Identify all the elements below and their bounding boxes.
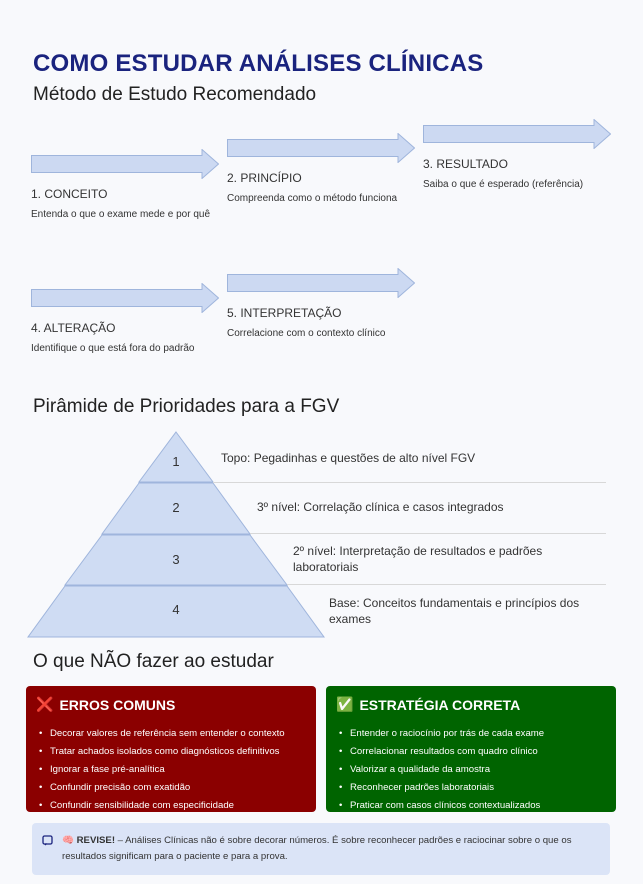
brain-icon: 🧠 xyxy=(62,835,74,846)
step-title: 4. ALTERAÇÃO xyxy=(31,321,116,335)
list-item: • Confundir precisão com exatidão xyxy=(36,779,306,797)
list-item: • Reconhecer padrões laboratoriais xyxy=(336,779,606,797)
note-icon xyxy=(42,835,53,846)
pyramid-section-title: Pirâmide de Prioridades para a FGV xyxy=(33,396,340,417)
revise-note xyxy=(32,823,610,875)
step-title: 5. INTERPRETAÇÃO xyxy=(227,306,342,320)
pyramid-divider xyxy=(250,533,606,534)
list-item: • Tratar achados isolados como diagnósticos definitivos xyxy=(36,743,306,761)
check-icon: ✅ xyxy=(336,696,354,712)
pyramid-level-number: 4 xyxy=(172,602,180,617)
common-errors-list xyxy=(36,725,306,815)
pyramid-divider xyxy=(213,482,606,483)
list-item: • Confundir sensibilidade com especificidade xyxy=(36,797,306,815)
list-item: • Correlacionar resultados com quadro clínico xyxy=(336,743,606,761)
pyramid-divider xyxy=(287,584,606,585)
cross-icon: ❌ xyxy=(36,696,54,712)
pyramid-level-number: 3 xyxy=(172,552,180,567)
step-description: Entenda o que o exame mede e por quê xyxy=(31,209,211,220)
list-item: • Entender o raciocínio por trás de cada exame xyxy=(336,725,606,743)
note-text: – Análises Clínicas não é sobre decorar números. É sobre reconhecer padrões e raciocinar sobre o que os resultados significam para o paciente e para a prova. xyxy=(62,835,572,862)
pyramid-level-number: 1 xyxy=(172,454,180,469)
pyramid-level-text: Topo: Pegadinhas e questões de alto nível FGV xyxy=(221,451,476,465)
method-section-title: Método de Estudo Recomendado xyxy=(33,84,317,105)
step-title: 1. CONCEITO xyxy=(31,187,108,201)
step-description: Compreenda como o método funciona xyxy=(227,193,398,204)
list-item: • Praticar com casos clínicos contextualizados xyxy=(336,797,606,815)
step-description: Correlacione com o contexto clínico xyxy=(227,328,386,339)
list-item: • Decorar valores de referência sem entender o contexto xyxy=(36,725,306,743)
step-description: Identifique o que está fora do padrão xyxy=(31,343,195,354)
note-label: REVISE! xyxy=(76,835,116,846)
step-description: Saiba o que é esperado (referência) xyxy=(423,179,584,190)
pyramid-level-text: Base: Conceitos fundamentais e princípios dos exames xyxy=(329,596,580,626)
common-errors-panel xyxy=(26,686,316,812)
correct-strategy-title: ESTRATÉGIA CORRETA xyxy=(359,696,521,713)
correct-strategy-panel xyxy=(326,686,616,812)
donts-section-title: O que NÃO fazer ao estudar xyxy=(33,651,274,672)
common-errors-title: ERROS COMUNS xyxy=(59,696,176,713)
correct-strategy-list xyxy=(336,725,606,815)
page-title: COMO ESTUDAR ANÁLISES CLÍNICAS xyxy=(33,50,484,77)
list-item: • Valorizar a qualidade da amostra xyxy=(336,761,606,779)
pyramid-level-number: 2 xyxy=(172,500,180,515)
list-item: • Ignorar a fase pré-analítica xyxy=(36,761,306,779)
common-errors-header xyxy=(36,696,306,713)
pyramid-level-text: 2º nível: Interpretação de resultados e padrões laboratoriais xyxy=(293,544,543,574)
step-title: 3. RESULTADO xyxy=(423,157,508,171)
step-title: 2. PRINCÍPIO xyxy=(227,171,302,185)
correct-strategy-header xyxy=(336,696,606,713)
pyramid-level-text: 3º nível: Correlação clínica e casos integrados xyxy=(257,500,504,514)
